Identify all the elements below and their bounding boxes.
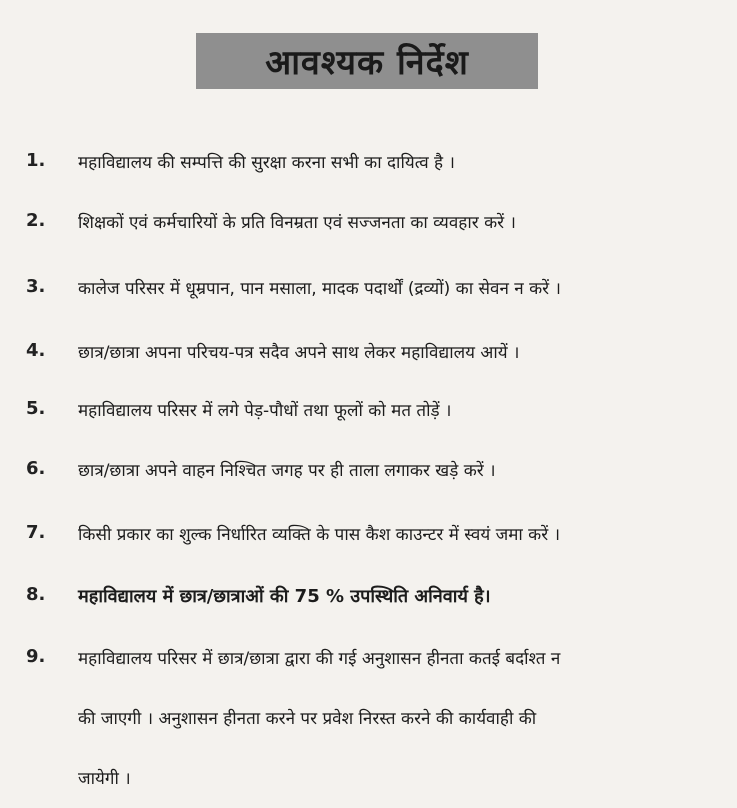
item-text: छात्र/छात्रा अपना परिचय-पत्र सदैव अपने साथ लेकर महाविद्यालय आयें । bbox=[78, 343, 520, 363]
item-text: छात्र/छात्रा अपने वाहन निश्चित जगह पर ही ताला लगाकर खड़े करें । bbox=[78, 461, 496, 481]
item-text: महाविद्यालय में छात्र/छात्राओं की 75 % उपस्थिति अनिवार्य है। bbox=[78, 586, 491, 607]
item-number: 8. bbox=[26, 584, 46, 605]
item-number: 1. bbox=[26, 150, 46, 171]
item-number: 2. bbox=[26, 210, 46, 231]
item-text-line-3: जायेगी । bbox=[78, 769, 131, 789]
page-title: आवश्यक निर्देश bbox=[265, 43, 469, 83]
item-text-line-1: महाविद्यालय परिसर में छात्र/छात्रा द्वारा की गई अनुशासन हीनता कतई बर्दाश्त न bbox=[78, 649, 561, 669]
item-number: 7. bbox=[26, 522, 46, 543]
item-text: शिक्षकों एवं कर्मचारियों के प्रति विनम्रता एवं सज्जनता का व्यवहार करें । bbox=[78, 213, 516, 233]
item-text: कालेज परिसर में धूम्रपान, पान मसाला, मादक पदार्थों (द्रव्यों) का सेवन न करें । bbox=[78, 279, 561, 299]
title-banner bbox=[196, 33, 538, 89]
item-text: महाविद्यालय परिसर में लगे पेड़-पौधों तथा फूलों को मत तोड़ें । bbox=[78, 401, 452, 421]
item-number: 6. bbox=[26, 458, 46, 479]
item-text: किसी प्रकार का शुल्क निर्धारित व्यक्ति के पास कैश काउन्टर में स्वयं जमा करें । bbox=[78, 525, 561, 545]
item-text-line-2: की जाएगी । अनुशासन हीनता करने पर प्रवेश निरस्त करने की कार्यवाही की bbox=[78, 709, 537, 729]
item-number: 5. bbox=[26, 398, 46, 419]
item-text: महाविद्यालय की सम्पत्ति की सुरक्षा करना सभी का दायित्व है । bbox=[78, 153, 455, 173]
item-number: 9. bbox=[26, 646, 46, 667]
item-number: 4. bbox=[26, 340, 46, 361]
item-number: 3. bbox=[26, 276, 46, 297]
